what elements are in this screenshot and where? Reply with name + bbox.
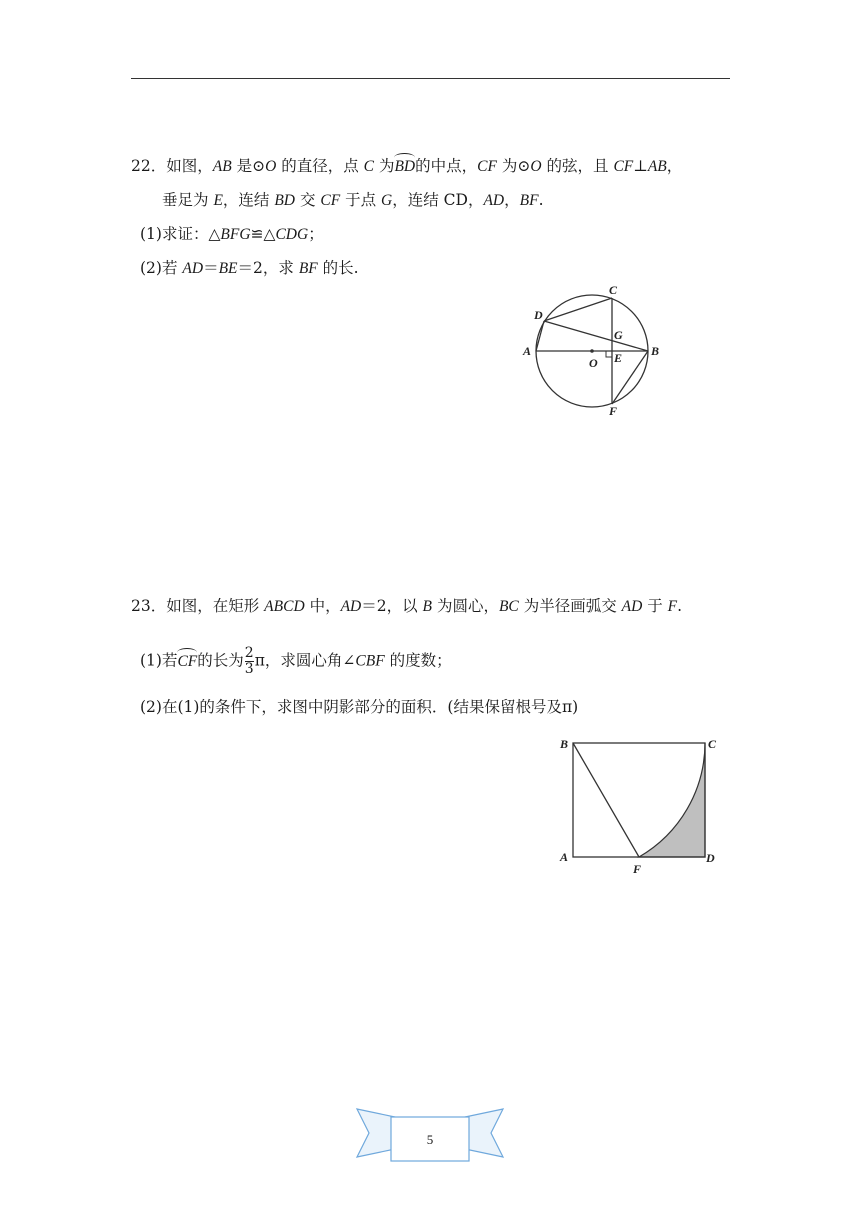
fraction-two-thirds: $\frac{2}{3}$ [244,645,254,677]
label-f: F [609,404,618,418]
arc-cf: CF [177,652,198,670]
label-a: A [560,850,569,864]
page-number: 5 [426,1132,434,1147]
label-b: B [651,344,660,358]
q22-part-2: (2)若 AD＝BE＝2，求 BF 的长. [140,259,359,277]
label-f: F [633,862,642,876]
label-c: C [708,737,717,751]
q22-line-1: 22．如图，AB 是⊙O 的直径，点 C 为BD的中点，CF 为⊙O 的弦，且 CF⊥AB， [131,157,683,175]
label-a: A [523,344,532,358]
q22-line-2: 垂足为 E，连结 BD 交 CF 于点 G，连结 CD，AD，BF. [162,191,544,209]
label-d: D [534,308,543,322]
q22-part-1: (1)求证：△BFG≌△CDG； [140,225,324,243]
q23-part-1: (1)若CF的长为 $\frac{2}{3}$ π，求圆心角∠CBF 的度数； [140,645,452,677]
label-b: B [560,737,569,751]
q22-circle-figure [515,280,675,420]
q23-part-2: (2)在(1)的条件下，求图中阴影部分的面积．(结果保留根号及π) [140,698,579,716]
label-e: E [614,351,623,365]
label-c: C [609,283,618,297]
shaded-region [639,743,705,857]
q23-rectangle-figure [555,730,730,880]
q23-line-1: 23．如图，在矩形 ABCD 中，AD＝2，以 B 为圆心，BC 为半径画弧交 AD 于 F. [131,597,683,615]
arc-bd: BD [394,158,416,175]
label-o: O [589,356,598,370]
header-rule [131,78,730,79]
label-d: D [706,851,715,865]
label-g: G [614,328,623,342]
